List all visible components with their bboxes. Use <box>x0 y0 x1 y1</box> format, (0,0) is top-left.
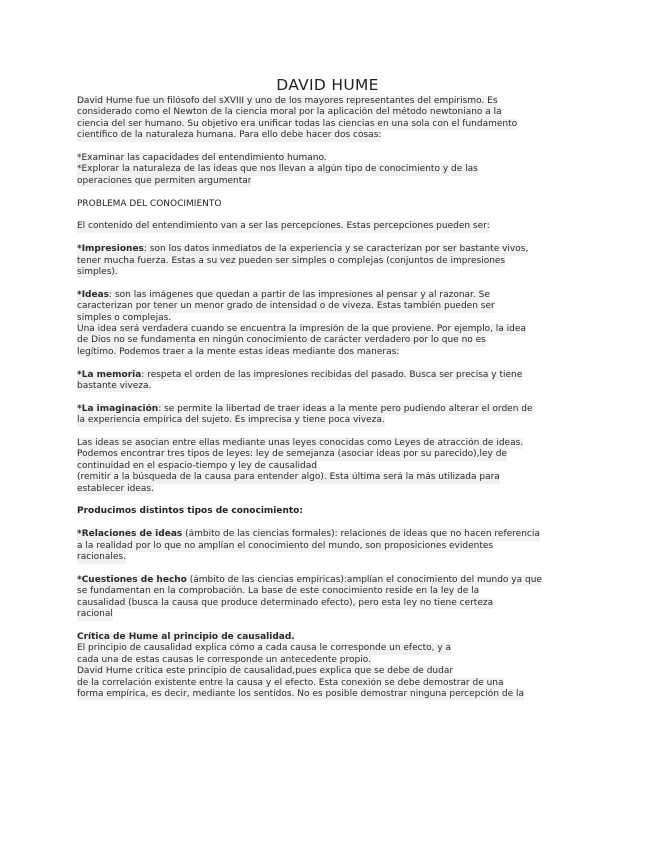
critique-paragraph <box>77 643 577 700</box>
text-line: El contenido del entendimiento van a ser las percepciones. Estas percepciones pueden ser: <box>77 221 490 232</box>
text-line: causalidad (busca la causa que produce determinado efecto), pero esta ley no tiene certeza <box>77 597 494 608</box>
section-heading: Crítica de Hume al principio de causalidad. <box>77 631 295 642</box>
text-line <box>77 244 528 255</box>
document-title: DAVID HUME <box>276 76 379 94</box>
text-line: cada una de estas causas le corresponde un antecedente propio. <box>77 654 371 665</box>
facts-paragraph <box>77 575 577 621</box>
text-line: a la realidad por lo que no amplían el conocimiento del mundo, son proposiciones evidentes <box>77 540 494 551</box>
text-line: forma empírica, es decir, mediante los sentidos. No es posible demostrar ninguna percepción de la <box>77 688 525 699</box>
imagination-paragraph <box>77 404 577 427</box>
text-line: considerado como el Newton de la ciencia moral por la aplicación del método newtoniano a la <box>77 107 502 118</box>
text-line: Las ideas se asocian entre ellas mediante unas leyes conocidas como Leyes de atracción de ideas. <box>77 438 524 449</box>
text-line <box>77 575 542 586</box>
term-label: *Cuestiones de hecho <box>77 574 187 585</box>
text-line: racionales. <box>77 552 126 563</box>
term-label: *Ideas <box>77 289 110 300</box>
memory-paragraph <box>77 370 577 393</box>
document-body <box>77 96 577 700</box>
term-text: (ámbito de las ciencias formales): relaciones de ideas que no hacen referencia <box>182 529 540 540</box>
intro-paragraph <box>77 96 577 142</box>
term-label: *Impresiones <box>77 244 144 255</box>
section-heading: Producimos distintos tipos de conocimiento: <box>77 506 303 517</box>
text-line: simples). <box>77 267 118 278</box>
text-line: bastante viveza. <box>77 381 152 392</box>
association-paragraph <box>77 438 577 495</box>
text-line: (remitir a la búsqueda de la causa para entender algo). Esta última será la más utilizada para <box>77 472 500 483</box>
impressions-paragraph <box>77 244 577 278</box>
text-line: se fundamentan en la comprobación. La base de este conocimiento reside en la ley de la <box>77 586 480 597</box>
goals-list <box>77 153 577 187</box>
text-line: establecer ideas. <box>77 483 154 494</box>
term-label: *La imaginación <box>77 403 159 414</box>
text-line: operaciones que permiten argumentar <box>77 175 252 186</box>
text-line: tener mucha fuerza. Estas a su vez pueden ser simples o complejas (conjuntos de impresiones <box>77 255 506 266</box>
text-line <box>77 290 490 301</box>
text-line: David Hume crítica este principio de causalidad,pues explica que se debe de dudar <box>77 666 454 677</box>
text-line: legítimo. Podemos traer a la mente estas ideas mediante dos maneras: <box>77 346 400 357</box>
text-line: simples o complejas. <box>77 312 172 323</box>
text-line <box>77 370 522 381</box>
text-line: Podemos encontrar tres tipos de leyes: ley de semejanza (asociar ideas por su parecido),ley de <box>77 449 507 460</box>
text-line: la experiencia empírica del sujeto. Es imprecisa y tiene poca viveza. <box>77 415 385 426</box>
text-line: David Hume fue un filósofo del sXVIII y uno de los mayores representantes del empirismo. Es <box>77 96 498 106</box>
text-line: racional <box>77 609 113 620</box>
text-line: El principio de causalidad explica cómo a cada causa le corresponde un efecto, y a <box>77 643 452 654</box>
term-label: *La memoria <box>77 369 142 380</box>
section-heading: PROBLEMA DEL CONOCIMIENTO <box>77 198 222 209</box>
text-line: Una idea será verdadera cuando se encuentra la impresión de la que proviene. Por ejemplo, la idea <box>77 324 526 335</box>
text-line: de la correlación existente entre la causa y el efecto. Esta conexión se debe demostrar de una <box>77 677 504 688</box>
term-label: *Relaciones de ideas <box>77 529 183 540</box>
term-text: : respeta el orden de las impresiones recibidas del pasado. Busca ser precisa y tiene <box>141 369 523 380</box>
text-line: ciencia del ser humano. Su objetivo era unificar todas las ciencias en una sola con el fundamento <box>77 118 518 129</box>
text-line: *Explorar la naturaleza de las ideas que nos llevan a algún tipo de conocimiento y de las <box>77 164 478 175</box>
term-text: : son los datos inmediatos de la experiencia y se caracterizan por ser bastante vivos, <box>143 244 529 255</box>
text-line: de Dios no se fundamenta en ningún conocimiento de carácter verdadero por lo que no es <box>77 335 486 346</box>
text-line: *Examinar las capacidades del entendimiento humano. <box>77 153 327 164</box>
term-text: : son las imágenes que quedan a partir de las impresiones al pensar y al razonar. Se <box>109 289 490 300</box>
text-line: continuidad en el espacio-tiempo y ley de causalidad <box>77 460 317 471</box>
ideas-paragraph <box>77 290 577 358</box>
text-line: caracterizan por tener un menor grado de intensidad o de viveza. Estas también pueden ser <box>77 301 495 312</box>
term-text: : se permite la libertad de traer ideas a la mente pero pudiendo alterar el orden de <box>158 403 533 414</box>
text-line <box>77 404 533 415</box>
term-text: (ámbito de las ciencias empíricas):amplían el conocimiento del mundo ya que <box>186 574 542 585</box>
relations-paragraph <box>77 529 577 563</box>
text-line <box>77 529 540 540</box>
text-line: científico de la naturaleza humana. Para ello debe hacer dos cosas: <box>77 130 382 141</box>
